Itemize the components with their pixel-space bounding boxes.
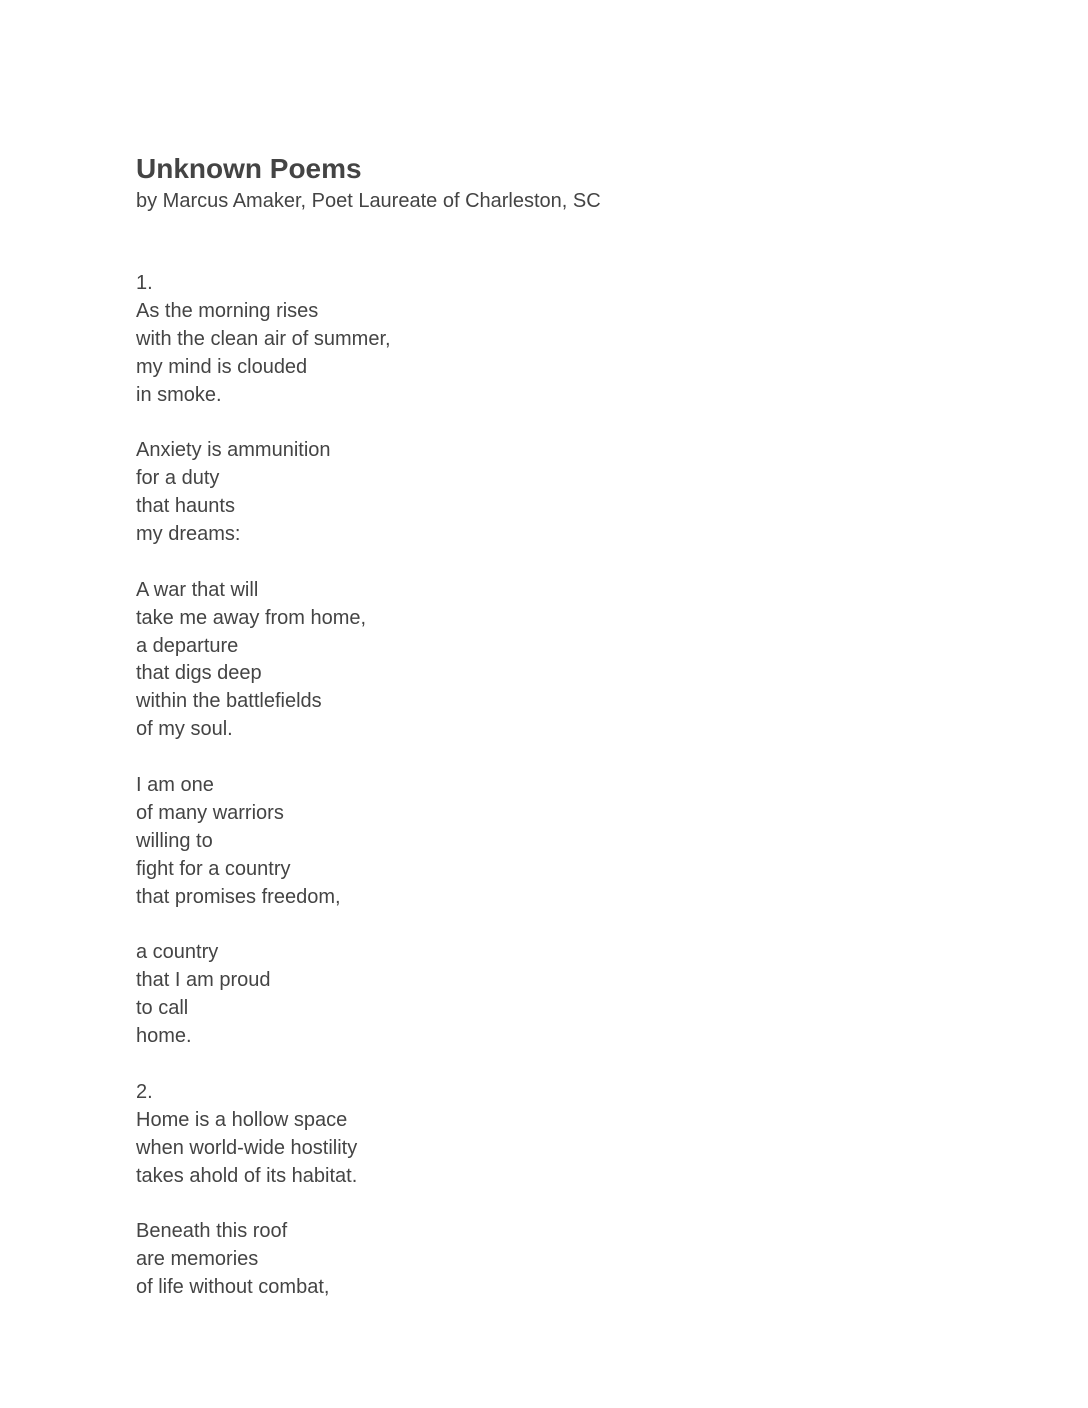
poem-line: to call	[136, 997, 189, 1020]
poem-line: home.	[136, 1025, 192, 1048]
stanza-break	[136, 549, 956, 577]
poem-line: my mind is clouded	[136, 355, 308, 378]
document-byline: by Marcus Amaker, Poet Laureate of Charleston, SC	[136, 190, 601, 212]
document-header	[136, 150, 956, 214]
poem-line: with the clean air of summer,	[136, 327, 391, 350]
poem-line: that promises freedom,	[136, 885, 341, 908]
poem-line: of my soul.	[136, 718, 233, 741]
poem-line: for a duty	[136, 467, 220, 490]
poem-line: willing to	[136, 829, 213, 852]
poem-line: when world-wide hostility	[136, 1136, 358, 1159]
poem-line: A war that will	[136, 578, 259, 601]
poem-line: take me away from home,	[136, 606, 367, 629]
poem-line: that digs deep	[136, 662, 262, 685]
poem-line: Anxiety is ammunition	[136, 439, 331, 462]
stanza-break	[136, 1051, 956, 1079]
poem-line: 1.	[136, 272, 153, 294]
poem-line: that haunts	[136, 495, 235, 518]
stanza-break	[136, 911, 956, 939]
poem-line: are memories	[136, 1248, 259, 1271]
poem-line: Beneath this roof	[136, 1220, 288, 1243]
stanza-break	[136, 744, 956, 772]
poem-line: takes ahold of its habitat.	[136, 1164, 358, 1187]
poem-line: my dreams:	[136, 523, 241, 546]
document-title: Unknown Poems	[136, 153, 362, 184]
poem-line: a country	[136, 941, 219, 964]
poem-line: within the battlefields	[136, 690, 322, 713]
poem-line: 2.	[136, 1080, 153, 1103]
poem-body	[136, 270, 956, 1302]
poem-line: of many warriors	[136, 801, 284, 824]
stanza-break	[136, 1190, 956, 1218]
poem-line: Home is a hollow space	[136, 1108, 348, 1131]
poem-line: a departure	[136, 634, 239, 657]
poem-line: fight for a country	[136, 857, 291, 880]
poem-line: in smoke.	[136, 383, 222, 406]
poem-line: that I am proud	[136, 969, 271, 992]
poem-line: As the morning rises	[136, 299, 319, 322]
stanza-break	[136, 409, 956, 437]
poem-line: of life without combat,	[136, 1276, 330, 1299]
poem-line: I am one	[136, 774, 214, 797]
